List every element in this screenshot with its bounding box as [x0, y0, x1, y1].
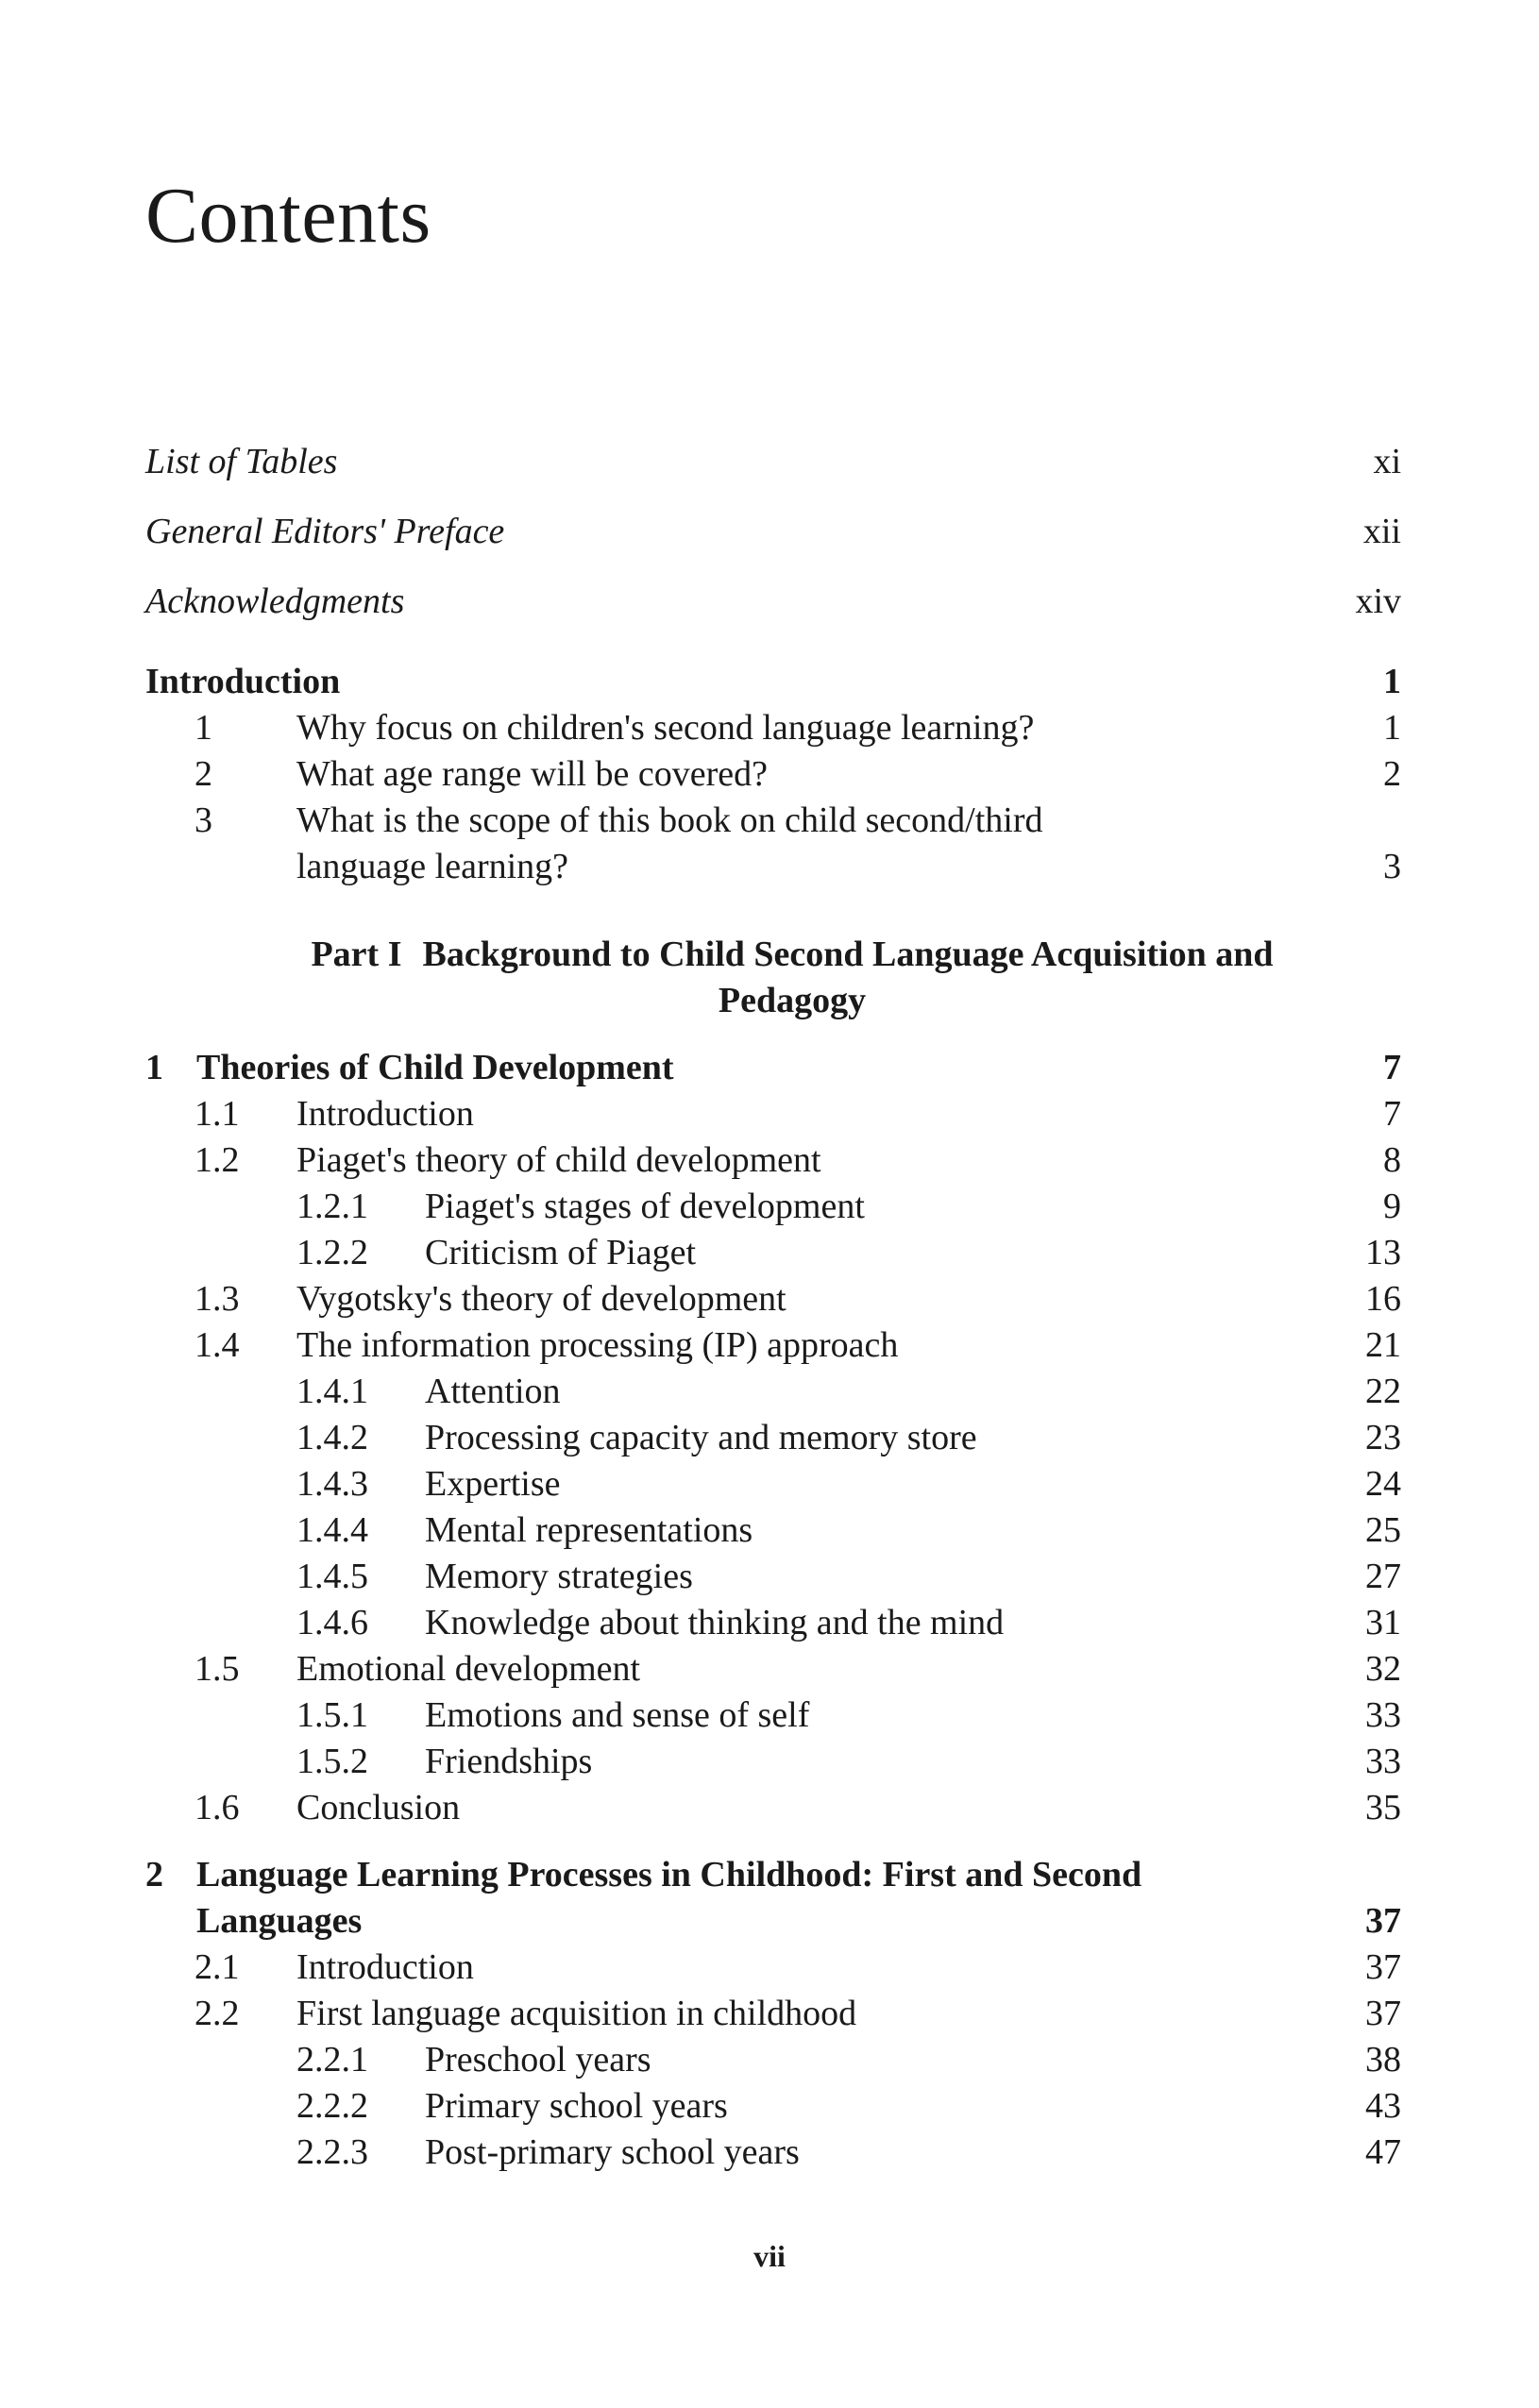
toc-entry-title: Friendships [425, 1742, 593, 1781]
toc-subsection-entry[interactable] [145, 1507, 1401, 1554]
toc-section-entry[interactable] [145, 1322, 1401, 1369]
toc-entry-page: 32 [1365, 1649, 1401, 1689]
toc-entry-number: 1.2.2 [296, 1233, 368, 1272]
toc-entry-title-continued: language learning? [296, 847, 569, 886]
toc-entry-title: First language acquisition in childhood [296, 1994, 857, 2033]
toc-entry-title: What age range will be covered? [296, 754, 769, 794]
toc-entry-number: 1.4.1 [296, 1372, 368, 1411]
toc-entry-title: Emotional development [296, 1649, 641, 1689]
toc-entry-number: 1.6 [194, 1788, 240, 1827]
page-number: vii [753, 2239, 786, 2273]
toc-entry-continuation[interactable] [145, 844, 1401, 890]
toc-section-entry[interactable] [145, 1785, 1401, 1831]
toc-subsection-entry[interactable] [145, 1369, 1401, 1415]
toc-entry-number: 1.4.2 [296, 1418, 368, 1457]
toc-entry-page: 27 [1365, 1557, 1401, 1596]
toc-subsection-entry[interactable] [145, 2037, 1401, 2083]
toc-entry-page: 37 [1365, 1947, 1401, 1987]
toc-part-heading[interactable] [145, 932, 1401, 1024]
toc-chapter-number: 2 [145, 1855, 163, 1894]
toc-entry-number: 1.1 [194, 1094, 240, 1134]
toc-chapter-heading[interactable] [145, 1852, 1401, 1945]
toc-entry-title: Preschool years [425, 2040, 651, 2080]
toc-subsection-entry[interactable] [145, 1692, 1401, 1739]
toc-entry-page: 13 [1365, 1233, 1401, 1272]
toc-entry-number: 1.3 [194, 1279, 240, 1319]
toc-subsection-entry[interactable] [145, 1415, 1401, 1461]
toc-entry-page: 33 [1365, 1742, 1401, 1781]
toc-subsection-entry[interactable] [145, 2083, 1401, 2130]
toc-entry-number: 2.2 [194, 1994, 240, 2033]
toc-entry-title: Emotions and sense of self [425, 1695, 810, 1735]
toc-subsection-entry[interactable] [145, 1739, 1401, 1785]
toc-entry-number: 1.5 [194, 1649, 240, 1689]
toc-entry-page: xii [1362, 512, 1401, 551]
toc-entry-page: 3 [1383, 847, 1401, 886]
toc-entry-page: xiv [1355, 581, 1401, 621]
toc-entry-title: Criticism of Piaget [425, 1233, 697, 1272]
toc-entry-page: 31 [1365, 1603, 1401, 1642]
toc-entry-number: 1.4.4 [296, 1510, 368, 1550]
toc-chapter-heading[interactable] [145, 1045, 1401, 1091]
chapter2-sections [145, 1945, 1401, 2176]
toc-entry[interactable] [145, 705, 1401, 751]
toc-entry-page: 16 [1365, 1279, 1401, 1319]
toc-subsection-entry[interactable] [145, 1184, 1401, 1230]
toc-entry-page: 7 [1383, 1048, 1401, 1087]
part-label: Part I [311, 935, 402, 974]
toc-chapter-number: 1 [145, 1048, 163, 1087]
toc-entry-title: What is the scope of this book on child second/third [296, 800, 1043, 840]
toc-entry-acknowledgments[interactable] [145, 566, 1401, 636]
toc-entry-number: 1.2.1 [296, 1187, 368, 1226]
toc-subsection-entry[interactable] [145, 2130, 1401, 2176]
toc-entry-general-editors-preface[interactable] [145, 497, 1401, 566]
toc-entry-title: Acknowledgments [145, 581, 405, 621]
toc-entry-title: Mental representations [425, 1510, 753, 1550]
toc-entry-title: Introduction [145, 662, 341, 701]
toc-entry-page: 35 [1365, 1788, 1401, 1827]
toc-entry-title: Piaget's stages of development [425, 1187, 865, 1226]
toc-entry-number: 3 [194, 800, 212, 840]
toc-entry-number: 1.4.3 [296, 1464, 368, 1504]
toc-entry-title: Memory strategies [425, 1557, 693, 1596]
toc-entry-title: The information processing (IP) approach [296, 1325, 899, 1365]
toc-entry-title: General Editors' Preface [145, 512, 505, 551]
toc-subsection-entry[interactable] [145, 1230, 1401, 1276]
toc-entry-number: 2.2.2 [296, 2086, 368, 2126]
toc-entry-page: xi [1373, 442, 1401, 481]
toc-section-entry[interactable] [145, 1646, 1401, 1692]
toc-entry-number: 1.5.1 [296, 1695, 368, 1735]
toc-entry-title: Primary school years [425, 2086, 728, 2126]
toc-entry-page: 1 [1383, 708, 1401, 748]
toc-entry-number: 1.5.2 [296, 1742, 368, 1781]
toc-subsection-entry[interactable] [145, 1461, 1401, 1507]
toc-chapter-title: Theories of Child Development [196, 1048, 674, 1087]
page-title: Contents [145, 172, 431, 260]
part-title-line2: Pedagogy [718, 981, 867, 1020]
toc-entry[interactable] [145, 798, 1401, 844]
toc-entry-page: 24 [1365, 1464, 1401, 1504]
toc-entry-page: 37 [1365, 1901, 1401, 1941]
toc-entry-title: Processing capacity and memory store [425, 1418, 977, 1457]
toc-entry-page: 47 [1365, 2132, 1401, 2172]
toc-entry-title: Attention [425, 1372, 561, 1411]
toc-entry-title: Knowledge about thinking and the mind [425, 1603, 1005, 1642]
toc-entry-page: 21 [1365, 1325, 1401, 1365]
toc-entry-page: 7 [1383, 1094, 1401, 1134]
toc-entry-title: Introduction [296, 1094, 474, 1134]
toc-entry-number: 1.4.6 [296, 1603, 368, 1642]
toc-entry-number: 2 [194, 754, 212, 794]
toc-entry-number: 2.1 [194, 1947, 240, 1987]
toc-entry[interactable] [145, 751, 1401, 798]
toc-entry-page: 33 [1365, 1695, 1401, 1735]
toc-section-entry[interactable] [145, 1137, 1401, 1184]
toc-entry-number: 1.2 [194, 1140, 240, 1180]
toc-entry-page: 8 [1383, 1140, 1401, 1180]
toc-entry-number: 2.2.1 [296, 2040, 368, 2080]
table-of-contents [145, 427, 1401, 2176]
toc-section-entry[interactable] [145, 1991, 1401, 2037]
toc-entry-title: Introduction [296, 1947, 474, 1987]
toc-entry-title: Post-primary school years [425, 2132, 800, 2172]
toc-entry-page: 23 [1365, 1418, 1401, 1457]
toc-entry-page: 25 [1365, 1510, 1401, 1550]
toc-entry-page: 22 [1365, 1372, 1401, 1411]
toc-entry-list-of-tables[interactable] [145, 427, 1401, 497]
toc-section-entry[interactable] [145, 1276, 1401, 1322]
chapter1-sections [145, 1091, 1401, 1831]
toc-entry-page: 43 [1365, 2086, 1401, 2126]
toc-entry-title: Piaget's theory of child development [296, 1140, 821, 1180]
toc-entry-title: Expertise [425, 1464, 561, 1504]
toc-section-entry[interactable] [145, 1091, 1401, 1137]
toc-subsection-entry[interactable] [145, 1600, 1401, 1646]
toc-subsection-entry[interactable] [145, 1554, 1401, 1600]
toc-entry-number: 1 [194, 708, 212, 748]
toc-entry-title: Conclusion [296, 1788, 461, 1827]
toc-entry-number: 2.2.3 [296, 2132, 368, 2172]
toc-entry-title: List of Tables [145, 442, 338, 481]
toc-entry-page: 1 [1383, 662, 1401, 701]
toc-chapter-title-line2: Languages [196, 1901, 363, 1941]
toc-entry-title: Vygotsky's theory of development [296, 1279, 786, 1319]
toc-entry-page: 9 [1383, 1187, 1401, 1226]
toc-entry-page: 2 [1383, 754, 1401, 794]
toc-entry-page: 37 [1365, 1994, 1401, 2033]
toc-entry-page: 38 [1365, 2040, 1401, 2080]
toc-entry-number: 1.4.5 [296, 1557, 368, 1596]
toc-section-entry[interactable] [145, 1945, 1401, 1991]
toc-entry-title: Why focus on children's second language learning? [296, 708, 1035, 748]
toc-chapter-title-line1: Language Learning Processes in Childhood: First and Second [196, 1855, 1142, 1894]
part-title-line1: Background to Child Second Language Acquisition and [422, 935, 1274, 974]
toc-introduction-heading[interactable] [145, 659, 1401, 705]
toc-entry-number: 1.4 [194, 1325, 240, 1365]
